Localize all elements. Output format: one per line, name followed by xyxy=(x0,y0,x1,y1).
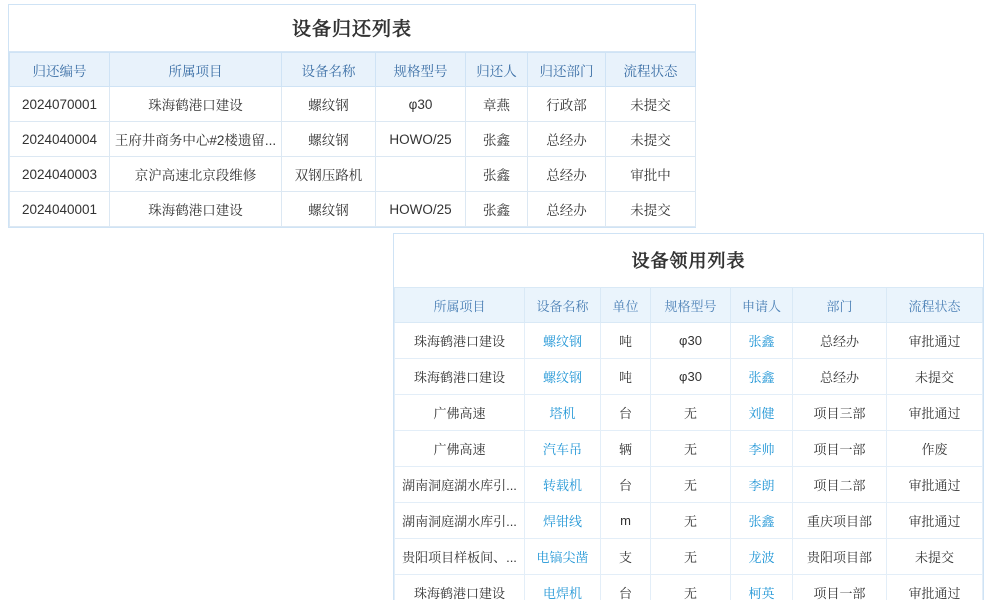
return-cell-department: 总经办 xyxy=(528,192,606,227)
return-col-person: 归还人 xyxy=(466,53,528,87)
return-cell-person: 章燕 xyxy=(466,87,528,122)
req-cell-equipment[interactable] xyxy=(525,395,601,431)
req-cell-department: 项目二部 xyxy=(793,467,887,503)
req-cell-unit: 吨 xyxy=(601,359,651,395)
return-cell-code: 2024040003 xyxy=(10,157,110,192)
req-col-unit: 单位 xyxy=(601,288,651,323)
return-cell-code: 2024070001 xyxy=(10,87,110,122)
table-row[interactable] xyxy=(395,395,983,431)
applicant-link[interactable]: 龙波 xyxy=(748,550,775,565)
equipment-return-panel xyxy=(8,4,696,228)
req-cell-equipment[interactable] xyxy=(525,359,601,395)
req-cell-equipment[interactable] xyxy=(525,467,601,503)
return-cell-project: 珠海鹤港口建设 xyxy=(110,87,282,122)
return-cell-code: 2024040004 xyxy=(10,122,110,157)
req-cell-project xyxy=(395,395,525,431)
req-project-text: 广佛高速 xyxy=(433,406,486,421)
return-cell-code: 2024040001 xyxy=(10,192,110,227)
req-col-status: 流程状态 xyxy=(887,288,983,323)
req-col-project: 所属项目 xyxy=(395,288,525,323)
req-cell-department: 项目一部 xyxy=(793,575,887,600)
req-cell-applicant[interactable] xyxy=(731,359,793,395)
req-cell-equipment[interactable] xyxy=(525,539,601,575)
status-badge: 未提交 xyxy=(606,87,696,122)
req-cell-department: 贵阳项目部 xyxy=(793,539,887,575)
return-col-equipment: 设备名称 xyxy=(282,53,376,87)
status-badge: 审批通过 xyxy=(887,575,983,600)
req-cell-department: 项目一部 xyxy=(793,431,887,467)
req-cell-applicant[interactable] xyxy=(731,323,793,359)
return-cell-project: 京沪高速北京段维修 xyxy=(110,157,282,192)
return-cell-equipment: 螺纹钢 xyxy=(282,87,376,122)
req-cell-equipment[interactable] xyxy=(525,503,601,539)
return-cell-person: 张鑫 xyxy=(466,157,528,192)
req-cell-department: 重庆项目部 xyxy=(793,503,887,539)
req-cell-project xyxy=(395,575,525,600)
applicant-link[interactable]: 刘健 xyxy=(748,406,775,421)
applicant-link[interactable]: 李帅 xyxy=(748,442,775,457)
req-cell-applicant[interactable] xyxy=(731,395,793,431)
req-cell-project xyxy=(395,539,525,575)
return-cell-equipment: 螺纹钢 xyxy=(282,122,376,157)
table-row[interactable] xyxy=(395,539,983,575)
return-col-department: 归还部门 xyxy=(528,53,606,87)
req-cell-applicant[interactable] xyxy=(731,467,793,503)
return-panel-title: 设备归还列表 xyxy=(9,5,695,52)
req-project-text: 贵阳项目样板间、... xyxy=(402,550,517,565)
requisition-table-header-row xyxy=(395,288,983,323)
return-cell-project: 王府井商务中心#2楼遗留... xyxy=(110,122,282,157)
equipment-requisition-panel xyxy=(393,233,984,600)
applicant-link[interactable]: 张鑫 xyxy=(748,334,775,349)
req-cell-model: 无 xyxy=(651,395,731,431)
req-cell-model: 无 xyxy=(651,539,731,575)
table-row[interactable] xyxy=(395,503,983,539)
equipment-link[interactable]: 电焊机 xyxy=(542,586,582,600)
table-row[interactable] xyxy=(395,575,983,600)
equipment-link[interactable]: 电镐尖凿 xyxy=(536,550,589,565)
return-cell-equipment: 螺纹钢 xyxy=(282,192,376,227)
equipment-link[interactable]: 螺纹钢 xyxy=(542,370,582,385)
status-badge: 未提交 xyxy=(606,122,696,157)
req-cell-model: φ30 xyxy=(651,323,731,359)
equipment-requisition-table xyxy=(394,287,983,600)
status-badge: 审批通过 xyxy=(887,467,983,503)
table-row[interactable] xyxy=(10,87,696,122)
return-cell-model: HOWO/25 xyxy=(376,122,466,157)
req-cell-project xyxy=(395,431,525,467)
status-badge: 审批通过 xyxy=(887,503,983,539)
table-row[interactable] xyxy=(395,431,983,467)
return-col-project: 所属项目 xyxy=(110,53,282,87)
table-row[interactable] xyxy=(10,122,696,157)
req-cell-project xyxy=(395,323,525,359)
req-project-text: 珠海鹤港口建设 xyxy=(413,586,505,600)
table-row[interactable] xyxy=(395,323,983,359)
req-project-text: 珠海鹤港口建设 xyxy=(413,334,505,349)
req-cell-applicant[interactable] xyxy=(731,575,793,600)
requisition-panel-title: 设备领用列表 xyxy=(394,234,983,287)
return-cell-department: 总经办 xyxy=(528,122,606,157)
return-table-header-row xyxy=(10,53,696,87)
equipment-link[interactable]: 螺纹钢 xyxy=(542,334,582,349)
req-cell-applicant[interactable] xyxy=(731,431,793,467)
status-badge: 未提交 xyxy=(887,359,983,395)
req-cell-equipment[interactable] xyxy=(525,431,601,467)
req-cell-applicant[interactable] xyxy=(731,539,793,575)
return-col-status: 流程状态 xyxy=(606,53,696,87)
req-cell-equipment[interactable] xyxy=(525,323,601,359)
table-row[interactable] xyxy=(10,157,696,192)
status-badge: 审批通过 xyxy=(887,395,983,431)
applicant-link[interactable]: 张鑫 xyxy=(748,370,775,385)
req-cell-unit: 台 xyxy=(601,467,651,503)
req-cell-model: 无 xyxy=(651,431,731,467)
return-col-code: 归还编号 xyxy=(10,53,110,87)
req-project-text: 广佛高速 xyxy=(433,442,486,457)
req-cell-department: 项目三部 xyxy=(793,395,887,431)
return-cell-department: 总经办 xyxy=(528,157,606,192)
status-badge: 未提交 xyxy=(887,539,983,575)
req-col-applicant: 申请人 xyxy=(731,288,793,323)
return-cell-model xyxy=(376,157,466,192)
equipment-return-table xyxy=(9,52,696,227)
req-cell-project xyxy=(395,503,525,539)
req-cell-department: 总经办 xyxy=(793,323,887,359)
req-cell-unit: 辆 xyxy=(601,431,651,467)
req-cell-project xyxy=(395,359,525,395)
req-col-model: 规格型号 xyxy=(651,288,731,323)
return-cell-project: 珠海鹤港口建设 xyxy=(110,192,282,227)
applicant-link[interactable]: 张鑫 xyxy=(748,514,775,529)
equipment-link[interactable]: 转载机 xyxy=(542,478,582,493)
applicant-link[interactable]: 柯英 xyxy=(748,586,775,600)
req-col-department: 部门 xyxy=(793,288,887,323)
return-cell-equipment: 双钢压路机 xyxy=(282,157,376,192)
return-cell-model: φ30 xyxy=(376,87,466,122)
status-badge: 未提交 xyxy=(606,192,696,227)
req-project-text: 湖南洞庭湖水库引... xyxy=(402,514,517,529)
return-cell-person: 张鑫 xyxy=(466,192,528,227)
equipment-link[interactable]: 汽车吊 xyxy=(542,442,582,457)
equipment-link[interactable]: 焊钳线 xyxy=(542,514,582,529)
req-cell-unit: 台 xyxy=(601,575,651,600)
req-cell-model: 无 xyxy=(651,503,731,539)
req-col-equipment: 设备名称 xyxy=(525,288,601,323)
req-cell-unit: 吨 xyxy=(601,323,651,359)
table-row[interactable] xyxy=(10,192,696,227)
req-cell-applicant[interactable] xyxy=(731,503,793,539)
req-cell-model: 无 xyxy=(651,467,731,503)
return-cell-department: 行政部 xyxy=(528,87,606,122)
applicant-link[interactable]: 李朗 xyxy=(748,478,775,493)
return-col-model: 规格型号 xyxy=(376,53,466,87)
table-row[interactable] xyxy=(395,359,983,395)
req-cell-model: 无 xyxy=(651,575,731,600)
req-cell-unit: 台 xyxy=(601,395,651,431)
req-project-text: 湖南洞庭湖水库引... xyxy=(402,478,517,493)
equipment-link[interactable]: 塔机 xyxy=(549,406,576,421)
req-project-text: 珠海鹤港口建设 xyxy=(413,370,505,385)
return-cell-model: HOWO/25 xyxy=(376,192,466,227)
req-cell-department: 总经办 xyxy=(793,359,887,395)
req-cell-unit: 支 xyxy=(601,539,651,575)
table-row[interactable] xyxy=(395,467,983,503)
req-cell-model: φ30 xyxy=(651,359,731,395)
status-badge: 审批通过 xyxy=(887,323,983,359)
status-badge: 审批中 xyxy=(606,157,696,192)
return-cell-person: 张鑫 xyxy=(466,122,528,157)
req-cell-equipment[interactable] xyxy=(525,575,601,600)
status-badge: 作废 xyxy=(887,431,983,467)
req-cell-unit: m xyxy=(601,503,651,539)
req-cell-project xyxy=(395,467,525,503)
